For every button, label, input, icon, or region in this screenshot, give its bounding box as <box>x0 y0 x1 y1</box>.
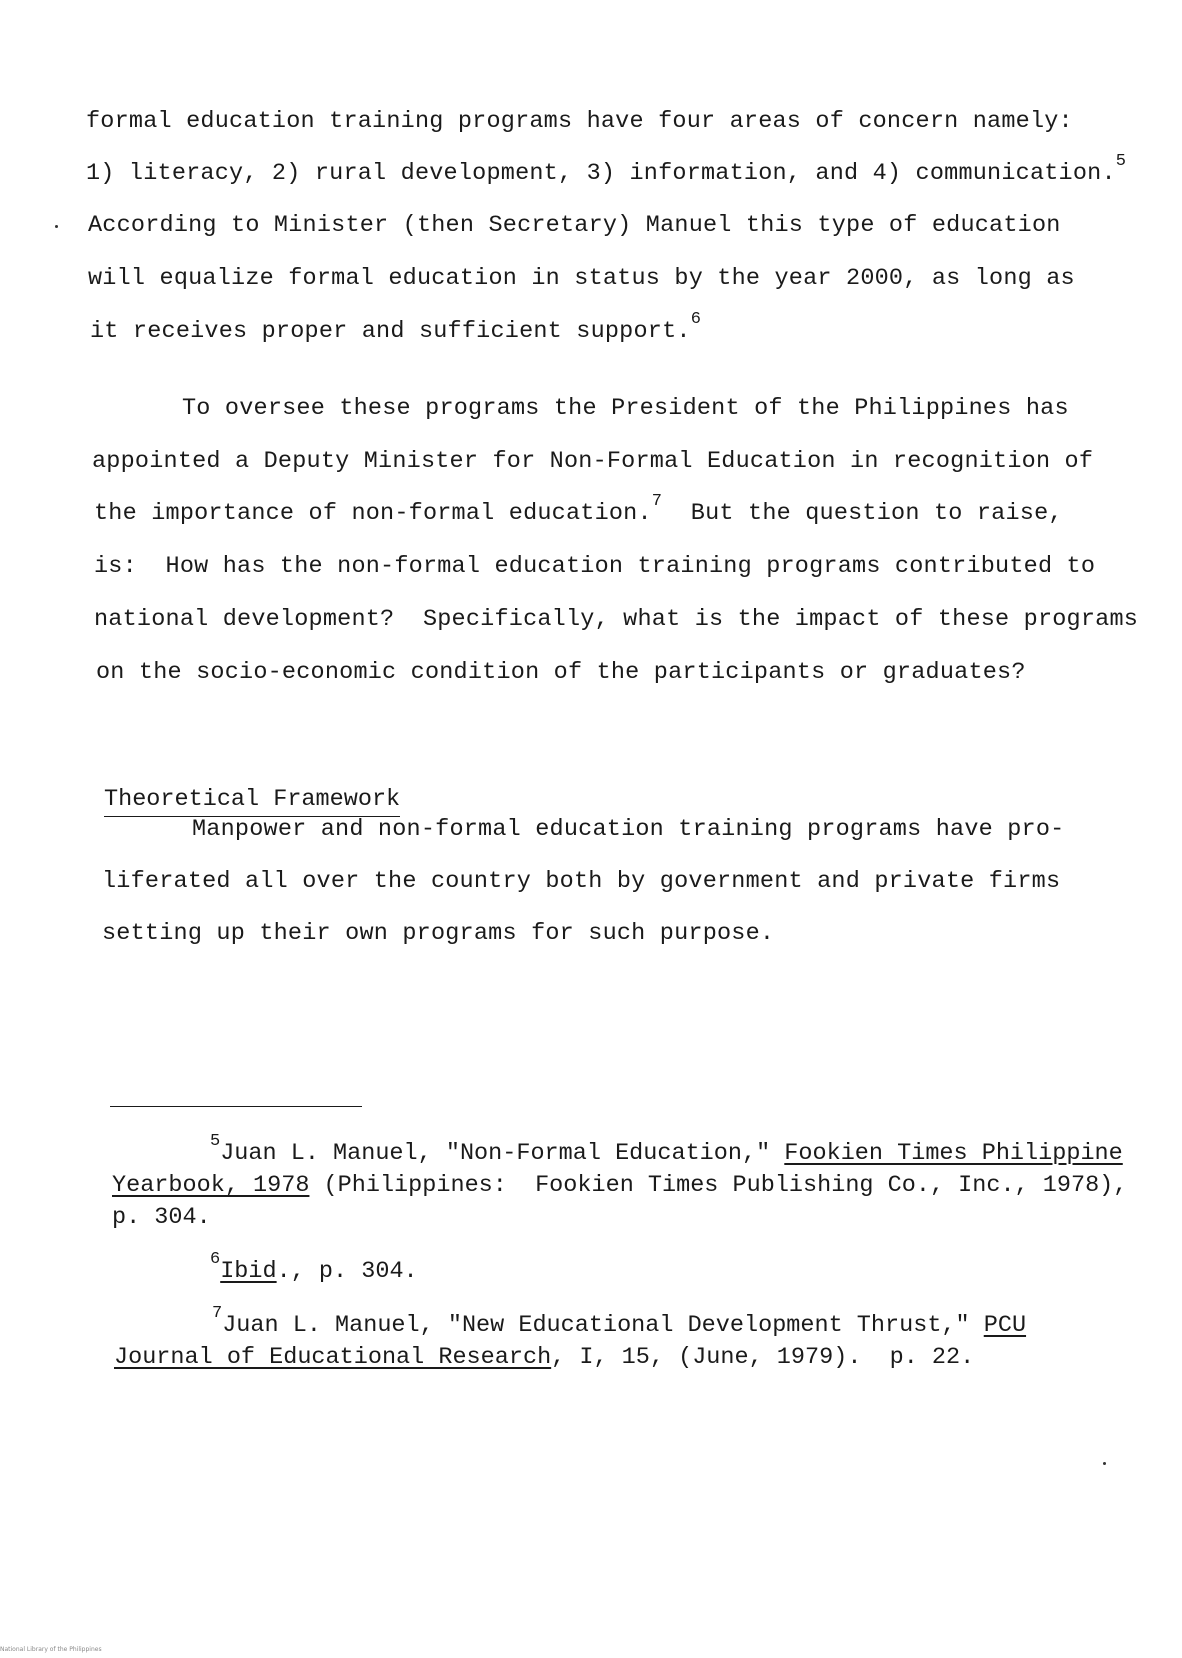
paragraph-2-line-3 <box>94 492 1063 527</box>
text: it receives proper and sufficient support. <box>90 318 691 345</box>
scan-speck <box>1103 1462 1106 1465</box>
text: liferated all over the country both by government and private firms <box>102 868 1061 895</box>
text: setting up their own programs for such purpose. <box>102 920 775 947</box>
text: But the question to raise, <box>662 500 1063 527</box>
paragraph-1-line-5 <box>90 310 702 345</box>
text: To oversee these programs the President of the Philippines has <box>182 395 1069 422</box>
text: According to Minister (then Secretary) Manuel this type of education <box>88 212 1061 239</box>
archive-footer: National Library of the Philippines <box>0 1646 102 1653</box>
citation-title: PCU <box>983 1312 1027 1339</box>
footnote-7-line-2 <box>114 1344 974 1371</box>
scan-speck <box>55 225 58 228</box>
citation-ibid: Ibid <box>220 1258 277 1285</box>
text: p. 304. <box>112 1204 211 1231</box>
footnote-5-line-1 <box>210 1132 1123 1167</box>
section-line-2 <box>102 868 1060 895</box>
text: ., p. 304. <box>276 1258 418 1285</box>
footnote-6 <box>210 1250 418 1285</box>
footnote-5-line-3 <box>112 1204 211 1231</box>
text: , I, 15, (June, 1979). p. 22. <box>551 1344 975 1371</box>
footnote-separator <box>110 1106 362 1107</box>
footnote-ref-6: 6 <box>690 310 702 329</box>
footnote-5-line-2 <box>112 1172 1127 1199</box>
text: formal education training programs have four areas of concern namely: <box>86 108 1073 135</box>
text: Juan L. Manuel, "New Educational Development Thrust," <box>222 1312 984 1339</box>
footnote-ref-5: 5 <box>1115 152 1127 171</box>
footnote-number: 6 <box>210 1250 221 1269</box>
text: Juan L. Manuel, "Non-Formal Education," <box>220 1140 785 1167</box>
paragraph-1-line-4 <box>88 265 1075 292</box>
paragraph-2-line-1 <box>182 395 1069 422</box>
text: national development? Specifically, what is the impact of these programs <box>94 606 1139 633</box>
text: is: How has the non-formal education training programs contributed to <box>94 553 1096 580</box>
footnote-number: 7 <box>212 1304 223 1323</box>
section-line-3 <box>102 920 774 947</box>
paragraph-2-line-6 <box>96 659 1026 686</box>
footnote-number: 5 <box>210 1132 221 1151</box>
text: on the socio-economic condition of the participants or graduates? <box>96 659 1026 686</box>
text: appointed a Deputy Minister for Non-Formal Education in recognition of <box>92 448 1094 475</box>
citation-title: Journal of Educational Research <box>114 1344 552 1371</box>
section-line-1 <box>192 816 1064 843</box>
text: will equalize formal education in status by the year 2000, as long as <box>88 265 1075 292</box>
paragraph-1-line-1 <box>86 108 1073 135</box>
paragraph-1-line-2 <box>86 152 1127 187</box>
paragraph-1-line-3 <box>88 212 1061 239</box>
citation-title: Fookien Times Philippine <box>784 1140 1123 1167</box>
text: the importance of non-formal education. <box>94 500 652 527</box>
text: (Philippines: Fookien Times Publishing Co., Inc., 1978), <box>309 1172 1128 1199</box>
text: Manpower and non-formal education training programs have pro- <box>192 816 1065 843</box>
paragraph-2-line-5 <box>94 606 1138 633</box>
section-heading: Theoretical Framework <box>104 786 400 817</box>
paragraph-2-line-4 <box>94 553 1095 580</box>
footnote-7-line-1 <box>212 1304 1027 1339</box>
footnote-ref-7: 7 <box>651 492 663 511</box>
citation-title: Yearbook, 1978 <box>112 1172 310 1199</box>
text: 1) literacy, 2) rural development, 3) information, and 4) communication. <box>86 160 1116 187</box>
paragraph-2-line-2 <box>92 448 1093 475</box>
